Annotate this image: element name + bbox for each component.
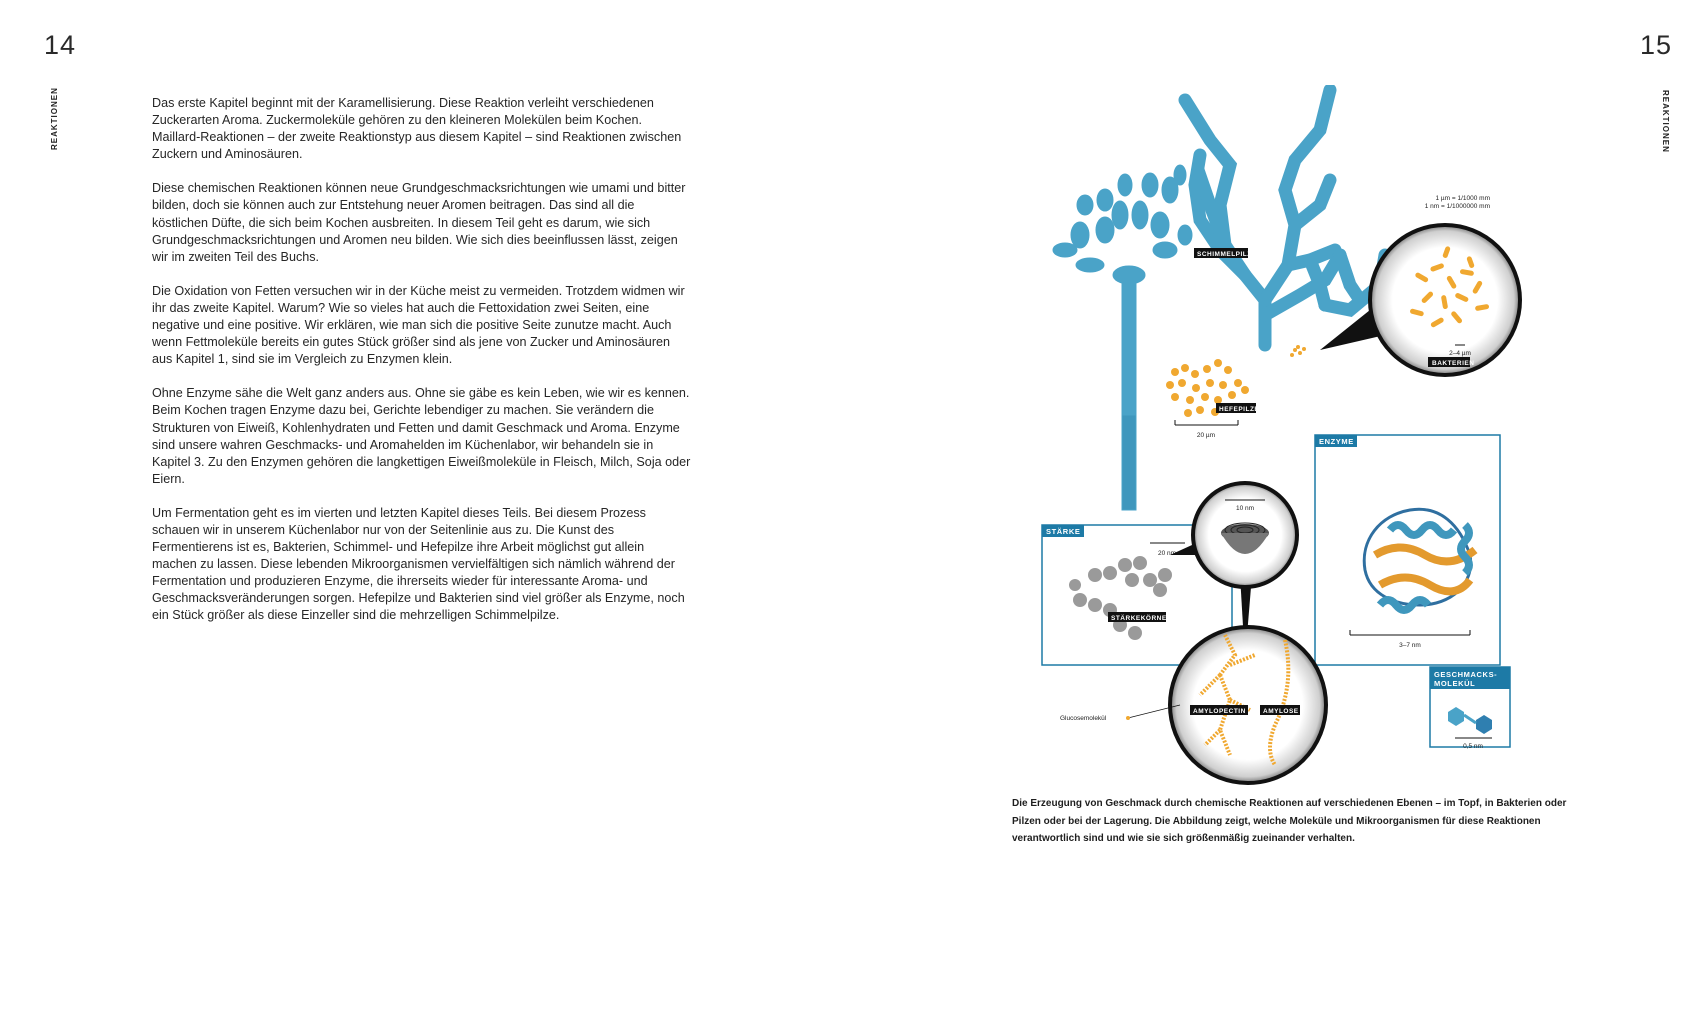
geschmack-label-2: MOLEKÜL bbox=[1434, 679, 1476, 688]
enzyme-box bbox=[1315, 435, 1500, 665]
paragraph: Diese chemischen Reaktionen können neue Grundgeschmacksrichtungen wie umami und bitter bilden, doch sie können auch zur Entstehung neuer Aromen beitragen. Das sind all die köstlichen Düfte, die sich beim Kochen ausbreiten. In diesem Teil geht es darum, wie sich Grundgeschmacksrichtungen und Aromen neu bilden. Wie sich dies beeinflussen lässt, zeigen wir im zweiten Teil des Buchs. bbox=[152, 181, 686, 264]
paragraph: Ohne Enzyme sähe die Welt ganz anders aus. Ohne sie gäbe es kein Leben, wie wir es kennen. Beim Kochen tragen Enzyme dazu bei, Gerichte lebendiger zu machen. Sie verändern die Strukturen von Eiweiß, Kohlenhydraten und Fetten und damit Geschmack und Aroma. Enzyme sind unsere wahren Geschmacks- und Aromahelden im Küchenlabor, wir behandeln sie in Kapitel 3. Zu den Enzymen gehören die langkettigen Eiweißmoleküle in Fleisch, Milch, Soja oder Eiern. bbox=[152, 386, 691, 486]
body-text bbox=[152, 95, 692, 642]
mold-branch-illustration bbox=[1185, 90, 1385, 345]
staerkekoerner-label: STÄRKEKÖRNER bbox=[1111, 615, 1172, 622]
amylopectin-label: AMYLOPECTIN bbox=[1193, 708, 1246, 715]
scale-note-2: 1 nm = 1/1000000 mm bbox=[1424, 203, 1490, 210]
figure-illustration bbox=[1020, 85, 1580, 785]
enzyme-scale: 3–7 nm bbox=[1399, 642, 1421, 649]
amylose-label: AMYLOSE bbox=[1263, 708, 1299, 715]
mold-left-illustration bbox=[1053, 165, 1192, 510]
paragraph: Das erste Kapitel beginnt mit der Karamellisierung. Diese Reaktion verleiht verschiedenen Zuckerarten Aroma. Zuckermoleküle gehören zu den kleineren Molekülen beim Kochen. Maillard-Reaktionen – der zweite Reaktionstyp aus diesem Kapitel – sind Reaktionen zwischen Zuckern und Aminosäuren. bbox=[152, 96, 682, 162]
schimmelpilze-label: SCHIMMELPILZE bbox=[1197, 251, 1257, 258]
geschmack-scale: 0,5 nm bbox=[1463, 743, 1483, 750]
glucose-label: Glucosemolekül bbox=[1060, 715, 1107, 722]
running-head-left: REAKTIONEN bbox=[50, 87, 59, 150]
staerke-scale: 20 nm bbox=[1157, 550, 1177, 557]
left-page-number: 14 bbox=[44, 30, 77, 60]
scale-note-1: 1 µm = 1/1000 mm bbox=[1435, 195, 1490, 202]
size-comparison-figure bbox=[1020, 85, 1580, 785]
paragraph: Um Fermentation geht es im vierten und letzten Kapitel dieses Teils. Bei diesem Prozess schauen wir in unserem Küchenlabor nur von der Seitenlinie aus zu. Die Kunst des Fermentierens ist es, Bakterien, Schimmel- und Hefepilze ihre Arbeit möglichst gut allein machen zu lassen. Diese lebenden Mikroorganismen vervielfältigen sich nämlich während der Fermentation und produzieren Enzyme, die ihrerseits wieder für interessante Aroma- und Geschmacksveränderungen sorgen. Hefepilze und Bakterien sind viel größer als Enzyme, noch ein Stück größer als diese Einzeller sind die mehrzelligen Schimmelpilze. bbox=[152, 505, 685, 623]
granule-scale: 10 nm bbox=[1235, 505, 1255, 512]
figure-caption: Die Erzeugung von Geschmack durch chemische Reaktionen auf verschiedenen Ebenen – im Topf, in Bakterien oder Pilzen oder bei der Lagerung. Die Abbildung zeigt, welche Moleküle und Mikroorganismen für diese Reaktionen verantwortlich sind und wie sie sich größenmäßig zueinander verhalten. bbox=[1012, 798, 1567, 844]
geschmack-label-1: GESCHMACKS- bbox=[1434, 670, 1498, 679]
enzyme-label: ENZYME bbox=[1319, 437, 1354, 446]
hefepilze-label: HEFEPILZE bbox=[1219, 406, 1260, 413]
amylose-magnifier bbox=[1170, 627, 1326, 783]
flavor-molecule-box bbox=[1430, 667, 1510, 750]
staerke-label: STÄRKE bbox=[1046, 527, 1081, 536]
right-page-number: 15 bbox=[1640, 30, 1673, 60]
bacteria-small-cluster bbox=[1290, 345, 1306, 357]
bacteria-magnifier bbox=[1320, 225, 1520, 375]
paragraph: Die Oxidation von Fetten versuchen wir in der Küche meist zu vermeiden. Trotzdem widmen wir ihr das zweite Kapitel. Warum? Wie so vieles hat auch die Fettoxidation zwei Seiten, eine negative und eine positive. Wir erklären, wie man sich die positive Seite zunutze macht. Auch wenn Fettmoleküle bereits ein gutes Stück größer sind als jene von Zucker und Aminosäuren aus Kapitel 1, sind sie im Vergleich zu Enzymen klein. bbox=[152, 283, 685, 367]
bakterien-label: BAKTERIEN bbox=[1432, 360, 1475, 367]
hefepilze-scale: 20 µm bbox=[1196, 432, 1216, 439]
bacteria-scale: 2–4 µm bbox=[1449, 350, 1471, 357]
